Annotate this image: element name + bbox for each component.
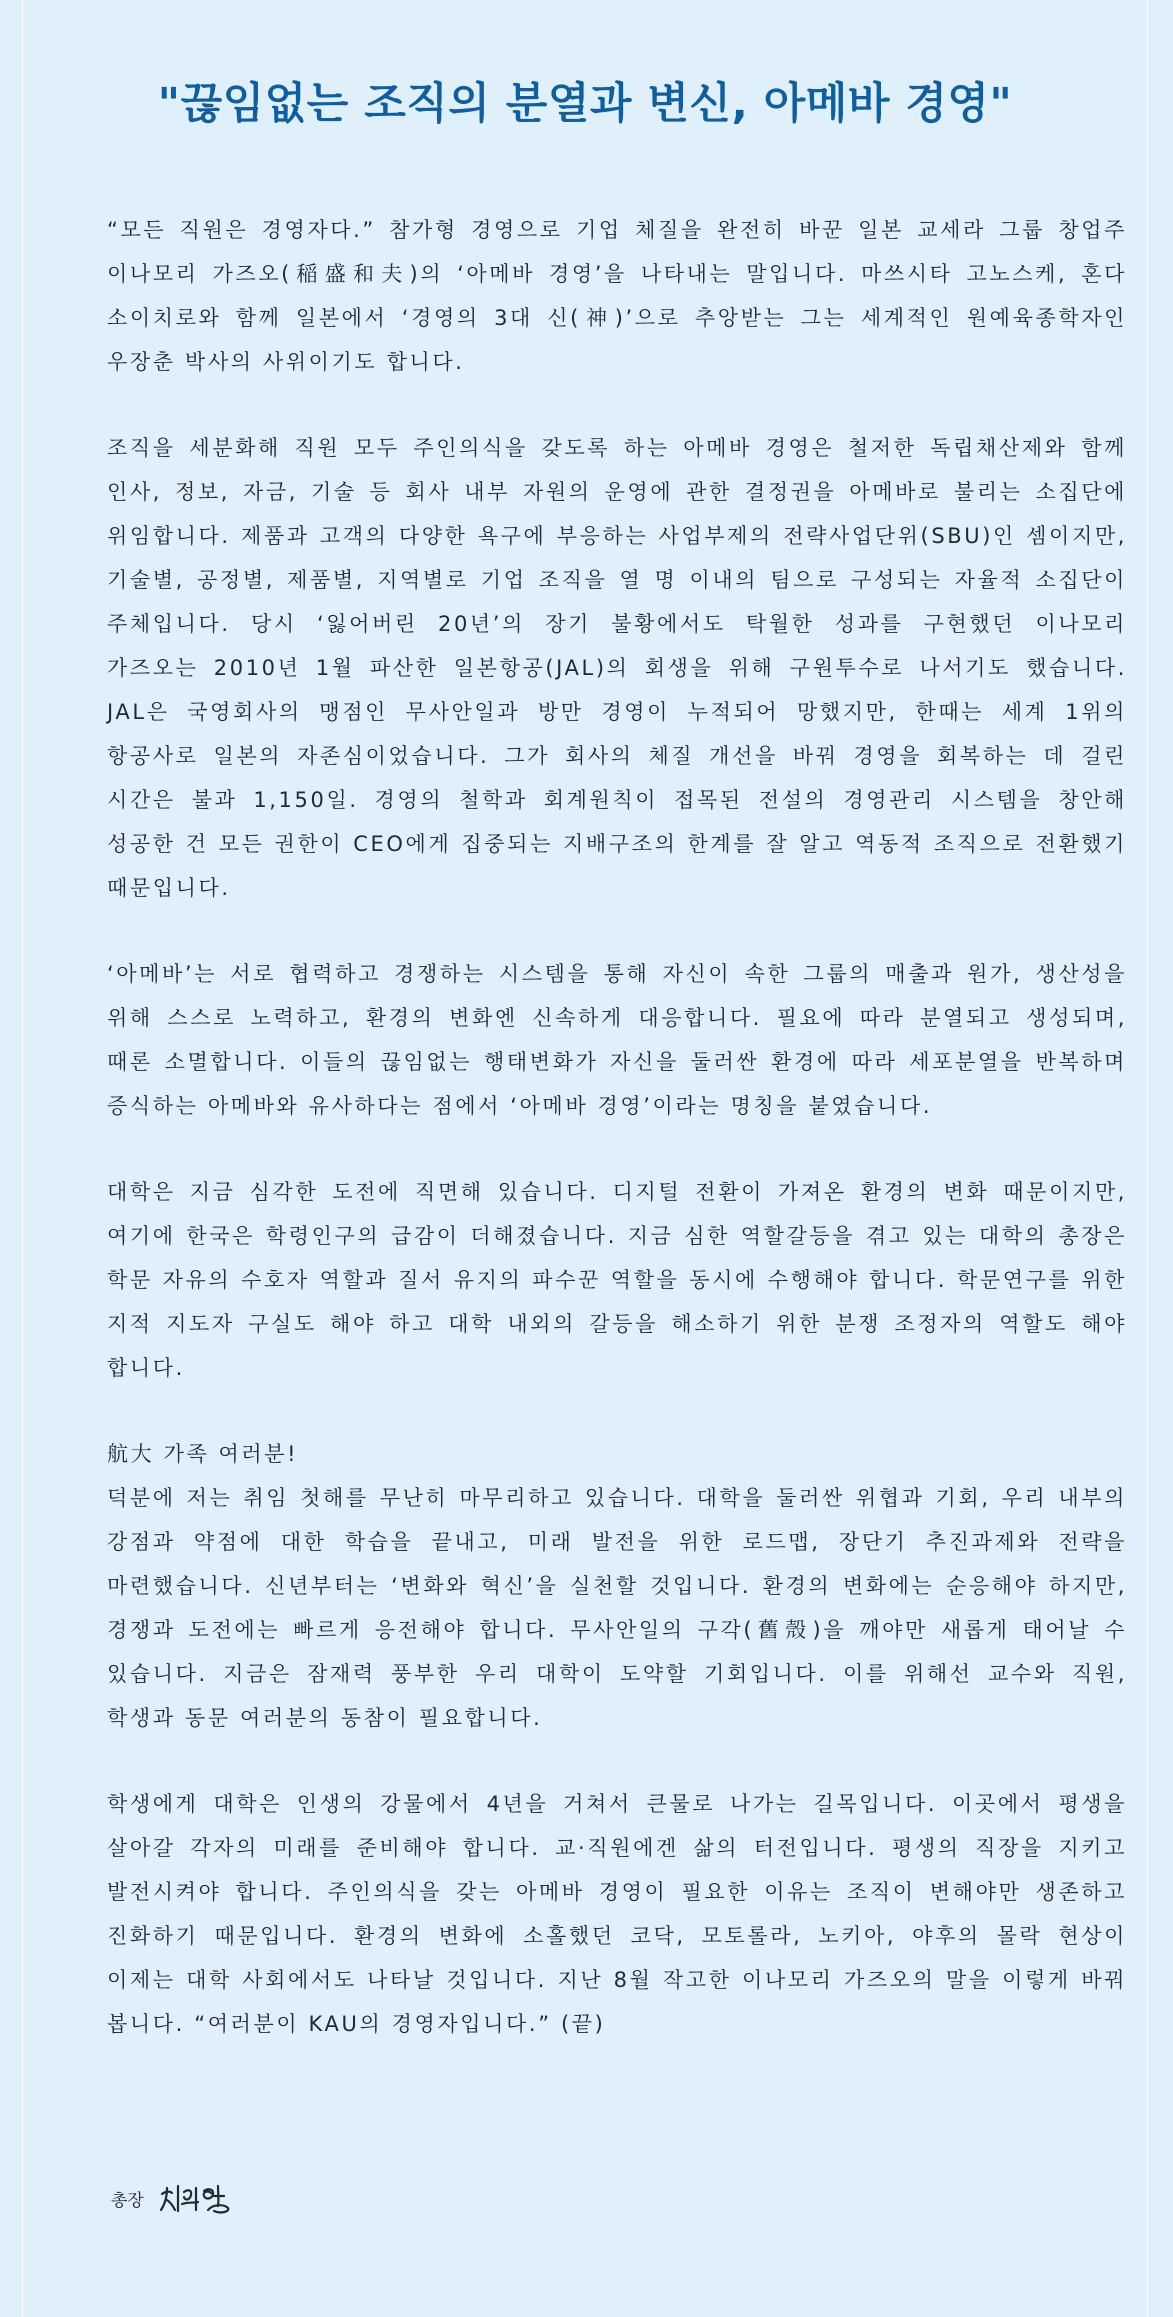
handwritten-signature: [158, 2180, 236, 2216]
signature-block: [111, 2180, 236, 2216]
greeting-line: 航大 가족 여러분!: [107, 1442, 299, 1466]
paragraph-amoeba-definition: ‘아메바’는 서로 협력하고 경쟁하는 시스템을 통해 자신이 속한 그룹의 매출과 원가, 생산성을 위해 스스로 노력하고, 환경의 변화엔 신속하게 대응합니다. 필요에 따라 분열되고 생성되며, 때론 소멸합니다. 이들의 끊임없는 행태변화가 자신을 둘러싼 환경에 따라 세포분열을 반복하며 증식하는 아메바와 유사하다는 점에서 ‘아메바 경영’이라는 명칭을 붙였습니다.: [107, 962, 1127, 1118]
page-title: "끊임없는 조직의 분열과 변신, 아메바 경영": [157, 79, 1013, 129]
paragraph-closing: 학생에게 대학은 인생의 강물에서 4년을 거쳐서 큰물로 나가는 길목입니다. 이곳에서 평생을 살아갈 각자의 미래를 준비해야 합니다. 교·직원에겐 삶의 터전입니다. 평생의 직장을 지키고 발전시켜야 합니다. 주인의식을 갖는 아메바 경영이 필요한 이유는 조직이 변해야만 생존하고 진화하기 때문입니다. 환경의 변화에 소홀했던 코닥, 모토롤라, 노키아, 야후의 몰락 현상이 이제는 대학 사회에서도 나타날 것입니다. 지난 8월 작고한 이나모리 가즈오의 말을 이렇게 바꿔 봅니다. “여러분이 KAU의 경영자입니다.” (끝): [107, 1792, 1127, 2036]
paragraph-amoeba-management: 조직을 세분화해 직원 모두 주인의식을 갖도록 하는 아메바 경영은 철저한 독립채산제와 함께 인사, 정보, 자금, 기술 등 회사 내부 자원의 운영에 관한 결정권을 아메바로 불리는 소집단에 위임합니다. 제품과 고객의 다양한 욕구에 부응하는 사업부제의 전략사업단위(SBU)인 셈이지만, 기술별, 공정별, 제품별, 지역별로 기업 조직을 열 명 이내의 팀으로 구성되는 자율적 소집단이 주체입니다. 당시 ‘잃어버린 20년’의 장기 불황에서도 탁월한 성과를 구현했던 이나모리 가즈오는 2010년 1월 파산한 일본항공(JAL)의 회생을 위해 구원투수로 나서기도 했습니다. JAL은 국영회사의 맹점인 무사안일과 방만 경영이 누적되어 망했지만, 한때는 세계 1위의 항공사로 일본의 자존심이었습니다. 그가 회사의 체질 개선을 바꿔 경영을 회복하는 데 걸린 시간은 불과 1,150일. 경영의 철학과 회계원칙이 접목된 전설의 경영관리 시스템을 창안해 성공한 건 모든 권한이 CEO에게 집중되는 지배구조의 한계를 잘 알고 역동적 조직으로 전환했기 때문입니다.: [107, 436, 1127, 900]
signature-title: 총장: [111, 2190, 144, 2211]
paragraph-university-challenge: 대학은 지금 심각한 도전에 직면해 있습니다. 디지털 전환이 가져온 환경의 변화 때문이지만, 여기에 한국은 학령인구의 급감이 더해졌습니다. 지금 심한 역할갈등을 겪고 있는 대학의 총장은 학문 자유의 수호자 역할과 질서 유지의 파수꾼 역할을 동시에 수행해야 합니다. 학문연구를 위한 지적 지도자 구실도 해야 하고 대학 내외의 갈등을 해소하기 위한 분쟁 조정자의 역할도 해야 합니다.: [107, 1180, 1127, 1380]
paragraph-intro: “모든 직원은 경영자다.” 참가형 경영으로 기업 체질을 완전히 바꾼 일본 교세라 그룹 창업주 이나모리 가즈오(稲盛和夫)의 ‘아메바 경영’을 나타내는 말입니다. 마쓰시타 고노스케, 혼다 소이치로와 함께 일본에서 ‘경영의 3대 신(神)’으로 추앙받는 그는 세계적인 원예육종학자인 우장춘 박사의 사위이기도 합니다.: [107, 218, 1127, 374]
letter-page: [22, 0, 1148, 2317]
paragraph-greeting-body: 덕분에 저는 취임 첫해를 무난히 마무리하고 있습니다. 대학을 둘러싼 위협과 기회, 우리 내부의 강점과 약점에 대한 학습을 끝내고, 미래 발전을 위한 로드맵, 장단기 추진과제와 전략을 마련했습니다. 신년부터는 ‘변화와 혁신’을 실천할 것입니다. 환경의 변화에는 순응해야 하지만, 경쟁과 도전에는 빠르게 응전해야 합니다. 무사안일의 구각(舊殼)을 깨야만 새롭게 태어날 수 있습니다. 지금은 잠재력 풍부한 우리 대학이 도약할 기회입니다. 이를 위해선 교수와 직원, 학생과 동문 여러분의 동참이 필요합니다.: [107, 1486, 1127, 1730]
letter-body: [107, 208, 1127, 2088]
